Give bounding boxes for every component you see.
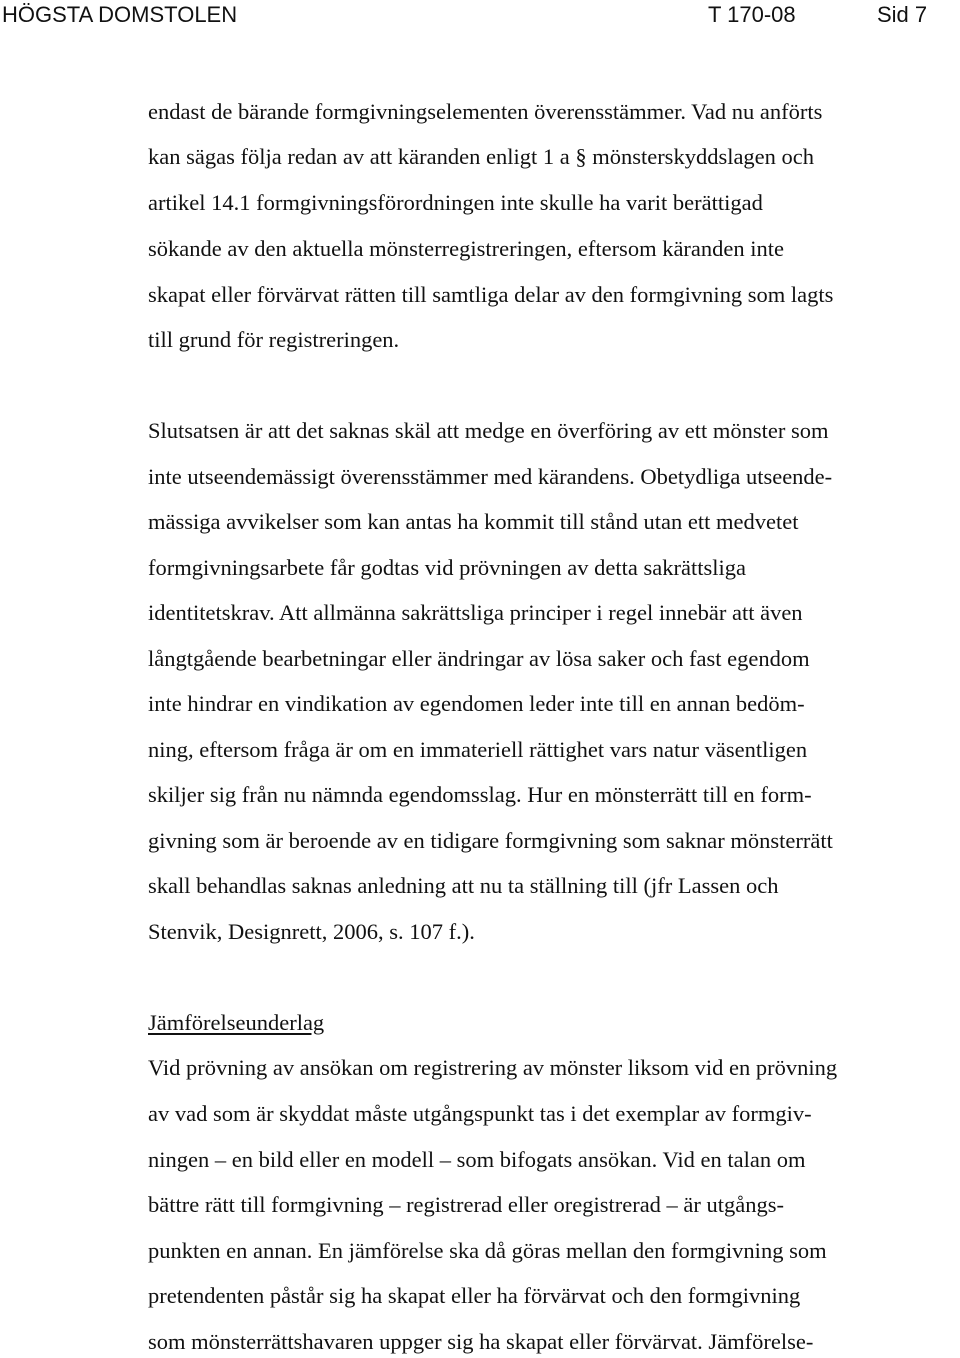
text-line: Slutsatsen är att det saknas skäl att medge en överföring av ett mönster som bbox=[148, 418, 829, 443]
text-line: mässiga avvikelser som kan antas ha kommit till stånd utan ett medvetet bbox=[148, 509, 799, 534]
text-line: inte utseendemässigt överensstämmer med kärandens. Obetydliga utseende- bbox=[148, 464, 833, 489]
text-line: artikel 14.1 formgivningsförordningen inte skulle ha varit berättigad bbox=[148, 190, 763, 215]
case-number: T 170-08 bbox=[708, 2, 796, 27]
text-line: sökande av den aktuella mönsterregistreringen, eftersom käranden inte bbox=[148, 236, 785, 261]
text-line: av vad som är skyddat måste utgångspunkt tas i det exemplar av formgiv- bbox=[148, 1101, 812, 1126]
text-line: endast de bärande formgivningselementen överensstämmer. Vad nu anförts bbox=[148, 99, 823, 124]
text-line: formgivningsarbete får godtas vid prövningen av detta sakrättsliga bbox=[148, 555, 746, 580]
court-name: HÖGSTA DOMSTOLEN bbox=[2, 2, 238, 27]
text-line: långtgående bearbetningar eller ändringar av lösa saker och fast egendom bbox=[148, 646, 810, 671]
text-line: Vid prövning av ansökan om registrering av mönster liksom vid en prövning bbox=[148, 1055, 838, 1080]
text-line: punkten en annan. En jämförelse ska då göras mellan den formgivning som bbox=[148, 1238, 827, 1263]
text-line: ning, eftersom fråga är om en immateriell rättighet vars natur väsentligen bbox=[148, 737, 808, 762]
page-number: Sid 7 bbox=[877, 2, 928, 27]
text-line: skapat eller förvärvat rätten till samtliga delar av den formgivning som lagts bbox=[148, 282, 834, 307]
text-line: inte hindrar en vindikation av egendomen leder inte till en annan bedöm- bbox=[148, 691, 805, 716]
text-line: Stenvik, Designrett, 2006, s. 107 f.). bbox=[148, 919, 475, 944]
text-line: identitetskrav. Att allmänna sakrättsliga principer i regel innebär att även bbox=[148, 600, 803, 625]
text-line: bättre rätt till formgivning – registrerad eller oregistrerad – är utgångs- bbox=[148, 1192, 785, 1217]
page-header bbox=[0, 0, 960, 30]
text-line: skiljer sig från nu nämnda egendomsslag. Hur en mönsterrätt till en form- bbox=[148, 782, 812, 807]
section-heading: Jämförelseunderlag bbox=[148, 1010, 325, 1035]
text-line: givning som är beroende av en tidigare formgivning som saknar mönsterrätt bbox=[148, 828, 833, 853]
text-line: ningen – en bild eller en modell – som bifogats ansökan. Vid en talan om bbox=[148, 1147, 806, 1172]
text-line: pretendenten påstår sig ha skapat eller ha förvärvat och den formgivning bbox=[148, 1283, 801, 1308]
text-line: kan sägas följa redan av att käranden enligt 1 a § mönsterskyddslagen och bbox=[148, 144, 815, 169]
text-line: till grund för registreringen. bbox=[148, 327, 400, 352]
text-line: skall behandlas saknas anledning att nu ta ställning till (jfr Lassen och bbox=[148, 873, 779, 898]
text-line: som mönsterrättshavaren uppger sig ha skapat eller förvärvat. Jämförelse- bbox=[148, 1329, 814, 1354]
